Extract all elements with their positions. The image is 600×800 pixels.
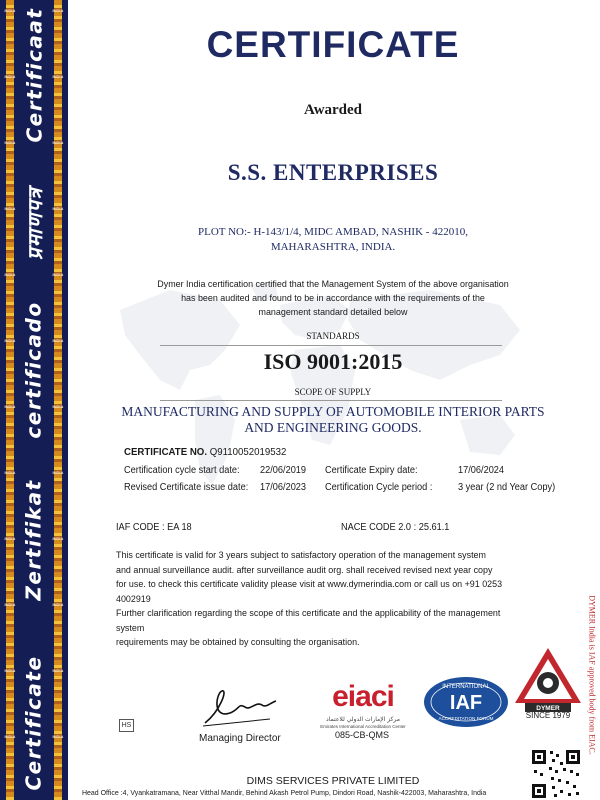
band-india-mark: INDIA xyxy=(52,140,64,145)
validity-line-1: This certificate is valid for 3 years subject to satisfactory operation of the management system xyxy=(116,550,486,561)
eiac-arabic-name: مركز الإمارات الدولي للاعتماد xyxy=(326,716,400,723)
band-words xyxy=(14,0,54,800)
eiac-logo-text: eiaci xyxy=(332,680,394,713)
nace-code: NACE CODE 2.0 : 25.61.1 xyxy=(341,522,450,533)
standards-label: STANDARDS xyxy=(306,331,360,341)
certificate-number-label: CERTIFICATE NO. xyxy=(124,446,208,458)
band-india-mark: INDIA xyxy=(52,338,64,343)
band-india-mark: INDIA xyxy=(52,536,64,541)
band-india-mark: INDIA xyxy=(4,734,16,739)
dymer-name: DYMER xyxy=(536,705,560,712)
signature xyxy=(200,681,280,731)
standards-rule xyxy=(160,345,502,346)
band-word-zertifikat: Zertifikat xyxy=(22,479,47,601)
address-line-1: PLOT NO:- H-143/1/4, MIDC AMBAD, NASHIK - 422010, xyxy=(198,226,468,238)
band-stripe-right xyxy=(54,0,62,800)
validity-line-2: and annual surveillance audit. after surveillance audit org. shall received revised next year copy xyxy=(116,564,493,576)
cycle-period-value: 3 year (2 nd Year Copy) xyxy=(458,482,556,493)
company-name: S.S. ENTERPRISES xyxy=(227,160,439,185)
band-india-mark: INDIA xyxy=(4,338,16,343)
standard-name: ISO 9001:2015 xyxy=(263,349,403,374)
left-banner xyxy=(0,0,68,800)
certification-statement xyxy=(84,278,582,320)
revised-issue-label: Revised Certificate issue date: xyxy=(124,482,249,493)
band-india-mark: INDIA xyxy=(52,8,64,13)
band-word-hindi: प्रमाणपत्र xyxy=(22,186,47,260)
intro-line-2: has been audited and found to be in accordance with the requirements of the xyxy=(181,293,485,304)
band-india-mark: INDIA xyxy=(4,668,16,673)
band-india-mark: INDIA xyxy=(4,8,16,13)
band-india-mark: INDIA xyxy=(52,404,64,409)
footer-company: DIMS SERVICES PRIVATE LIMITED xyxy=(246,775,420,787)
scope-label: SCOPE OF SUPPLY xyxy=(294,387,372,397)
band-india-mark: INDIA xyxy=(4,140,16,145)
intro-line-3: management standard detailed below xyxy=(258,307,408,318)
scope-rule xyxy=(160,400,502,401)
band-india-mark: INDIA xyxy=(52,272,64,277)
cycle-start-value: 22/06/2019 xyxy=(260,465,307,476)
certificate-number-value: Q9110052019532 xyxy=(209,446,287,458)
hs-mark: HS xyxy=(119,719,134,732)
iaf-code: IAF CODE : EA 18 xyxy=(116,522,192,533)
certificate-number xyxy=(124,446,286,458)
band-india-mark: INDIA xyxy=(4,536,16,541)
qr-code xyxy=(530,748,582,800)
iaf-logo xyxy=(423,676,509,728)
scope-line-2: AND ENGINEERING GOODS. xyxy=(244,420,422,435)
band-india-mark: INDIA xyxy=(4,404,16,409)
band-india-mark: INDIA xyxy=(4,272,16,277)
band-india-mark: INDIA xyxy=(52,734,64,739)
band-india-mark: INDIA xyxy=(52,206,64,211)
band-word-certificado: certificado xyxy=(22,301,47,439)
intro-line-1: Dymer India certification certified that the Management System of the above organisation xyxy=(157,279,509,290)
footer-address: Head Office :4, Vyankatramana, Near Vitthal Mandir, Behind Akash Petrol Pump, Dindori Road, Nashik-422003, Maharashtra, India xyxy=(82,788,487,797)
validity-text xyxy=(116,549,525,651)
side-note: DYMER India is IAF approved body from EIAC. xyxy=(587,595,597,755)
band-india-mark: INDIA xyxy=(52,668,64,673)
cycle-period-label: Certification Cycle period : xyxy=(325,482,433,493)
band-india-mark: INDIA xyxy=(52,602,64,607)
band-india-mark: INDIA xyxy=(52,74,64,79)
company-address xyxy=(68,225,598,255)
expiry-label: Certificate Expiry date: xyxy=(325,465,418,476)
validity-line-5: requirements may be obtained by consulting the organisation. xyxy=(116,637,360,648)
eiac-english-name: Emirates International Accreditation Center xyxy=(320,724,406,729)
expiry-value: 17/06/2024 xyxy=(458,465,505,476)
iaf-top-text: INTERNATIONAL xyxy=(442,684,490,690)
signatory-title: Managing Director xyxy=(199,733,281,744)
scope-line-1: MANUFACTURING AND SUPPLY OF AUTOMOBILE INTERIOR PARTS xyxy=(121,404,545,419)
iaf-bottom-text: ACCREDITATION FORUM xyxy=(438,716,494,721)
validity-line-3: for use. to check this certificate validity please visit at www.dymerindia.com or call us on +91 0253 4002919 xyxy=(116,579,503,605)
band-word-certificaat: Certificaat xyxy=(22,7,46,143)
band-word-certificate: Certificate xyxy=(22,654,46,791)
band-india-mark: INDIA xyxy=(4,470,16,475)
scope-of-supply xyxy=(68,404,598,436)
revised-issue-value: 17/06/2023 xyxy=(260,482,307,493)
dymer-since: SINCE 1979 xyxy=(525,711,571,720)
awarded-label: Awarded xyxy=(303,102,363,118)
iaf-mid-text: IAF xyxy=(449,692,483,714)
validity-line-4: Further clarification regarding the scope of this certificate and the applicability of the management system xyxy=(116,608,501,634)
accreditation-code: 085-CB-QMS xyxy=(335,730,390,740)
band-india-mark: INDIA xyxy=(52,470,64,475)
band-stripe-left xyxy=(6,0,14,800)
cycle-start-label: Certification cycle start date: xyxy=(124,465,240,476)
certificate-title: CERTIFICATE xyxy=(206,24,460,65)
address-line-2: MAHARASHTRA, INDIA. xyxy=(270,241,396,253)
band-india-mark: INDIA xyxy=(4,74,16,79)
band-india-mark: INDIA xyxy=(4,602,16,607)
band-india-mark: INDIA xyxy=(4,206,16,211)
